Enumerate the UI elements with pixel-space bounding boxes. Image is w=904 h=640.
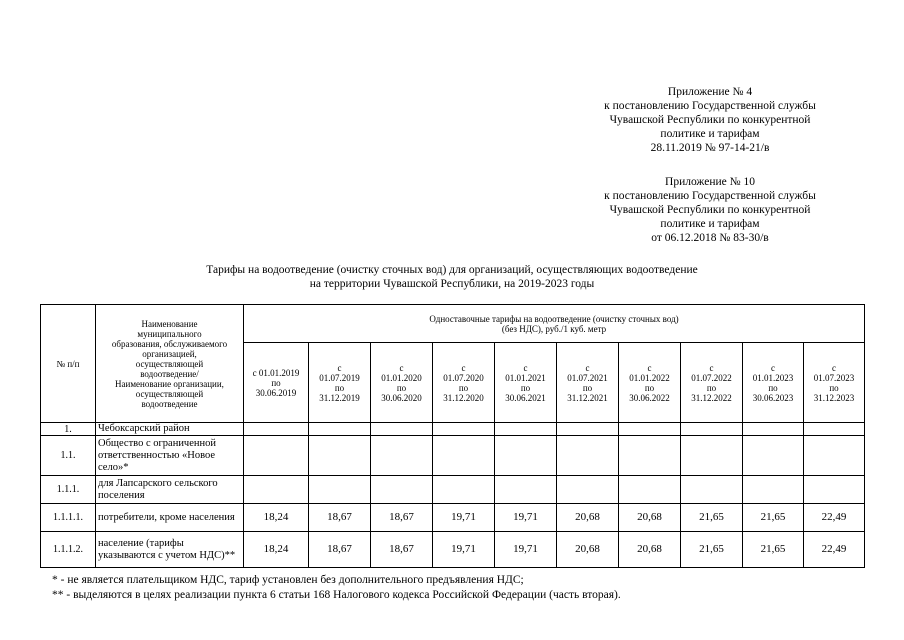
table-row (41, 532, 865, 568)
appendix-line: 28.11.2019 № 97-14-21/в (650, 142, 770, 154)
header-period: с 01.01.2020 по 30.06.2020 (371, 343, 433, 423)
tariff-value (371, 436, 433, 476)
tariff-value (433, 423, 495, 436)
tariff-value: 21,65 (681, 532, 743, 568)
appendix-line: политике и тарифам (660, 218, 760, 230)
tariff-value: 20,68 (619, 504, 681, 532)
row-number: 1.1.1.1. (41, 504, 96, 532)
tariff-value (433, 436, 495, 476)
tariff-value (557, 423, 619, 436)
table-row (41, 476, 865, 504)
tariff-value: 18,24 (244, 532, 309, 568)
title-line-1: Тарифы на водоотведение (очистку сточных вод) для организаций, осуществляющих водоотведение (206, 264, 698, 276)
tariff-value (244, 436, 309, 476)
header-period: с 01.07.2021 по 31.12.2021 (557, 343, 619, 423)
header-period: с 01.07.2023 по 31.12.2023 (804, 343, 865, 423)
row-number: 1. (41, 423, 96, 436)
appendix-line: к постановлению Государственной службы (604, 190, 816, 202)
appendix-line: Чувашской Республики по конкурентной (609, 204, 811, 216)
tariff-value: 21,65 (743, 504, 804, 532)
tariff-value (804, 436, 865, 476)
tariff-value: 18,24 (244, 504, 309, 532)
tariff-value (433, 476, 495, 504)
tariff-value (804, 476, 865, 504)
footnote: * - не является плательщиком НДС, тариф установлен без дополнительного предъявления НДС; (52, 574, 524, 586)
tariff-value (804, 423, 865, 436)
tariff-value: 19,71 (495, 504, 557, 532)
tariff-value (681, 436, 743, 476)
tariff-value: 19,71 (433, 532, 495, 568)
table-row (41, 423, 865, 436)
header-period: с 01.07.2020 по 31.12.2020 (433, 343, 495, 423)
tariff-value (371, 423, 433, 436)
tariff-value (309, 423, 371, 436)
appendix-line: от 06.12.2018 № 83-30/в (651, 232, 769, 244)
tariff-value: 22,49 (804, 504, 865, 532)
document-title (0, 263, 904, 291)
tariff-value (557, 436, 619, 476)
tariff-value (244, 476, 309, 504)
appendix-line: Приложение № 10 (665, 176, 755, 188)
tariff-value (495, 436, 557, 476)
appendix-4-block (560, 85, 860, 155)
tariff-value (619, 476, 681, 504)
header-period: с 01.07.2022 по 31.12.2022 (681, 343, 743, 423)
header-number: № п/п (41, 305, 96, 423)
tariff-value: 19,71 (495, 532, 557, 568)
tariff-value: 21,65 (681, 504, 743, 532)
row-name: Чебоксарский район (96, 423, 244, 436)
header-period: с 01.01.2021 по 30.06.2021 (495, 343, 557, 423)
tariff-value (743, 476, 804, 504)
row-name: потребители, кроме населения (96, 504, 244, 532)
tariff-value (681, 423, 743, 436)
tariff-value: 22,49 (804, 532, 865, 568)
appendix-line: Чувашской Республики по конкурентной (609, 114, 811, 126)
header-tariff-group: Одноставочные тарифы на водоотведение (очистку сточных вод) (без НДС), руб./1 куб. метр (244, 305, 865, 343)
footnote: ** - выделяются в целях реализации пункта 6 статьи 168 Налогового кодекса Российской Федерации (часть вторая). (52, 589, 621, 601)
tariff-value (244, 423, 309, 436)
appendix-line: политике и тарифам (660, 128, 760, 140)
appendix-line: к постановлению Государственной службы (604, 100, 816, 112)
tariff-value (495, 476, 557, 504)
tariff-value: 20,68 (557, 532, 619, 568)
header-period: с 01.01.2019 по 30.06.2019 (244, 343, 309, 423)
tariff-value (557, 476, 619, 504)
table-row (41, 436, 865, 476)
header-period: с 01.01.2023 по 30.06.2023 (743, 343, 804, 423)
tariff-value: 20,68 (619, 532, 681, 568)
tariff-value: 18,67 (371, 532, 433, 568)
row-name: население (тарифы указываются с учетом НДС)** (96, 532, 244, 568)
tariff-value: 18,67 (309, 504, 371, 532)
header-organization-name: Наименование муниципального образования, обслуживаемого организацией, осуществляющей водоотведение/ Наименование организации, осуществляющей водоотведение (96, 305, 244, 423)
appendix-line: Приложение № 4 (667, 86, 753, 98)
tariff-value (619, 436, 681, 476)
tariff-value (371, 476, 433, 504)
footnotes (52, 573, 621, 603)
header-period: с 01.07.2019 по 31.12.2019 (309, 343, 371, 423)
tariff-value: 18,67 (309, 532, 371, 568)
tariff-table (40, 304, 865, 568)
header-period: с 01.01.2022 по 30.06.2022 (619, 343, 681, 423)
tariff-value (309, 436, 371, 476)
tariff-value: 21,65 (743, 532, 804, 568)
tariff-value (495, 423, 557, 436)
tariff-value (743, 436, 804, 476)
appendix-10-block (560, 175, 860, 245)
tariff-value: 20,68 (557, 504, 619, 532)
tariff-value (309, 476, 371, 504)
tariff-value (743, 423, 804, 436)
row-number: 1.1. (41, 436, 96, 476)
row-number: 1.1.1. (41, 476, 96, 504)
tariff-value: 18,67 (371, 504, 433, 532)
row-number: 1.1.1.2. (41, 532, 96, 568)
tariff-value: 19,71 (433, 504, 495, 532)
tariff-value (619, 423, 681, 436)
table-row (41, 504, 865, 532)
tariff-value (681, 476, 743, 504)
row-name: Общество с ограниченной ответственностью «Новое село»* (96, 436, 244, 476)
title-line-2: на территории Чувашской Республики, на 2019-2023 годы (309, 278, 595, 290)
row-name: для Лапсарского сельского поселения (96, 476, 244, 504)
